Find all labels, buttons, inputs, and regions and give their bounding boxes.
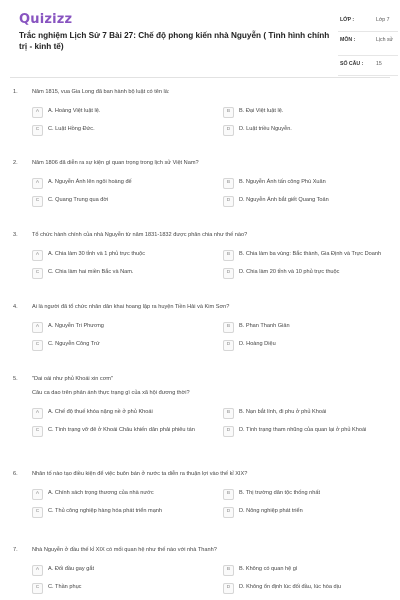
answer-options	[32, 249, 390, 279]
answer-option[interactable]	[223, 339, 400, 351]
answer-option[interactable]	[223, 267, 400, 279]
worksheet-header	[10, 0, 394, 78]
meta-value: 15	[376, 61, 382, 67]
meta-label: SỐ CÂU :	[340, 61, 364, 67]
option-letter: C	[32, 507, 43, 518]
question-text: Tổ chức hành chính của nhà Nguyễn từ năm 1831-1832 được phân chia như thế nào?	[32, 232, 248, 238]
option-letter: C	[32, 268, 43, 279]
answer-option[interactable]	[32, 106, 213, 118]
answer-option[interactable]	[223, 106, 400, 118]
answer-option[interactable]	[32, 124, 213, 136]
question-text: Nhân tố nào tạo điều kiện để việc buôn bán ở nước ta diễn ra thuận lợi vào thế kỉ XIX?	[32, 471, 248, 477]
answer-option[interactable]	[223, 321, 400, 333]
answer-option[interactable]	[32, 195, 213, 207]
question-item	[10, 159, 390, 231]
option-text: D. Chia làm 20 tỉnh và 10 phủ trực thuộc	[239, 269, 340, 276]
answer-options	[32, 106, 390, 136]
question-number: 7.	[13, 547, 18, 553]
option-letter: D	[223, 507, 234, 518]
option-text: D. Tình trạng tham nhũng của quan lại ở phủ Khoái	[239, 427, 367, 434]
option-text: A. Chia làm 30 tỉnh và 1 phủ trực thuộc	[48, 251, 146, 258]
meta-row-grade	[338, 12, 398, 32]
option-text: D. Hoàng Diệu	[239, 341, 276, 348]
answer-option[interactable]	[223, 407, 400, 419]
answer-option[interactable]	[32, 582, 213, 594]
option-text: B. Nguyễn Ánh tấn công Phú Xuân	[239, 179, 326, 186]
option-letter: A	[32, 408, 43, 419]
option-text: A. Nguyễn Ánh lên ngôi hoàng đế	[48, 179, 132, 186]
question-text: Năm 1815, vua Gia Long đã ban hành bộ luật có tên là:	[32, 89, 170, 95]
option-text: C. Thủ công nghiệp hàng hóa phát triển mạnh	[48, 508, 163, 515]
question-text: Năm 1806 đã diễn ra sự kiện gì quan trọng trong lịch sử Việt Nam?	[32, 160, 199, 166]
question-text: "Dai oái như phủ Khoái xin cơm"	[32, 376, 114, 382]
answer-option[interactable]	[223, 177, 400, 189]
option-text: A. Nguyễn Tri Phương	[48, 323, 104, 330]
option-text: A. Hoàng Việt luật lệ.	[48, 108, 101, 115]
option-letter: A	[32, 107, 43, 118]
answer-option[interactable]	[32, 339, 213, 351]
option-letter: C	[32, 340, 43, 351]
option-letter: D	[223, 426, 234, 437]
answer-option[interactable]	[32, 249, 213, 261]
meta-row-count	[338, 56, 398, 76]
answer-option[interactable]	[223, 124, 400, 136]
option-letter: B	[223, 489, 234, 500]
option-letter: D	[223, 583, 234, 594]
option-text: A. Chế độ thuế khóa nặng nề ở phủ Khoái	[48, 409, 153, 416]
option-text: C. Luật Hồng Đức.	[48, 126, 95, 133]
question-list	[10, 88, 390, 600]
option-text: B. Thị trường dân tộc thống nhất	[239, 490, 321, 497]
answer-option[interactable]	[32, 488, 213, 500]
meta-label: LỚP :	[340, 17, 355, 23]
option-text: C. Quang Trung qua đời	[48, 197, 109, 204]
meta-label: MÔN :	[340, 37, 356, 43]
option-text: A. Chính sách trọng thương của nhà nước	[48, 490, 154, 497]
option-letter: D	[223, 125, 234, 136]
option-text: B. Không có quan hệ gì	[239, 566, 298, 573]
answer-option[interactable]	[32, 321, 213, 333]
option-text: D. Nguyễn Ánh bắt giết Quang Toản	[239, 197, 329, 204]
answer-option[interactable]	[32, 177, 213, 189]
option-letter: C	[32, 426, 43, 437]
question-number: 5.	[13, 376, 18, 382]
option-letter: C	[32, 196, 43, 207]
option-text: D. Luật triều Nguyễn.	[239, 126, 292, 133]
quizizz-logo[interactable]: Quizizz	[19, 12, 73, 27]
answer-option[interactable]	[32, 506, 213, 518]
option-text: C. Tình trạng vỡ đê ở Khoái Châu khiến dân phải phiêu tán	[48, 427, 195, 434]
option-letter: A	[32, 565, 43, 576]
answer-options	[32, 177, 390, 207]
question-number: 4.	[13, 304, 18, 310]
answer-option[interactable]	[223, 425, 400, 437]
answer-option[interactable]	[223, 582, 400, 594]
question-text: Ai là người đã tổ chức nhân dân khai hoang lập ra huyện Tiền Hải và Kim Sơn?	[32, 304, 230, 310]
option-text: B. Đại Việt luật lệ.	[239, 108, 284, 115]
answer-option[interactable]	[32, 425, 213, 437]
option-text: C. Chia làm hai miền Bắc và Nam.	[48, 269, 134, 276]
option-letter: B	[223, 408, 234, 419]
answer-option[interactable]	[32, 267, 213, 279]
question-number: 2.	[13, 160, 18, 166]
option-letter: B	[223, 250, 234, 261]
option-letter: B	[223, 322, 234, 333]
meta-value: Lịch sử	[376, 37, 394, 43]
answer-option[interactable]	[32, 407, 213, 419]
answer-options	[32, 488, 390, 518]
option-letter: B	[223, 565, 234, 576]
question-item	[10, 375, 390, 470]
option-letter: C	[32, 583, 43, 594]
answer-options	[32, 321, 390, 351]
question-item	[10, 470, 390, 552]
meta-value: Lớp 7	[376, 17, 390, 23]
answer-option[interactable]	[223, 249, 400, 261]
question-subtext: Câu ca dao trên phản ánh thực trạng gì của xã hội đương thời?	[32, 390, 190, 396]
option-letter: D	[223, 268, 234, 279]
answer-option[interactable]	[223, 506, 400, 518]
question-number: 1.	[13, 89, 18, 95]
option-letter: C	[32, 125, 43, 136]
meta-panel	[338, 12, 398, 76]
option-letter: A	[32, 322, 43, 333]
answer-option[interactable]	[223, 195, 400, 207]
worksheet-title: Trắc nghiệm Lịch Sử 7 Bài 27: Chế độ phong kiến nhà Nguyễn ( Tình hình chính trị - kinh tế)	[19, 31, 330, 51]
option-text: C. Nguyễn Công Trứ	[48, 341, 100, 348]
question-number: 6.	[13, 471, 18, 477]
option-letter: A	[32, 250, 43, 261]
option-letter: A	[32, 489, 43, 500]
option-letter: D	[223, 196, 234, 207]
meta-row-subject	[338, 32, 398, 56]
option-text: C. Thần phục	[48, 584, 82, 591]
answer-options	[32, 407, 390, 437]
question-text: Nhà Nguyễn ở đầu thế kỉ XIX có mối quan hệ như thế nào với nhà Thanh?	[32, 547, 217, 553]
option-letter: B	[223, 107, 234, 118]
option-text: B. Phan Thanh Giản	[239, 323, 290, 330]
option-text: D. Không ổn định lúc đối đầu, lúc hòa dịu	[239, 584, 342, 591]
question-item	[10, 88, 390, 159]
option-letter: A	[32, 178, 43, 189]
question-item	[10, 303, 390, 348]
question-item	[10, 546, 390, 600]
option-text: A. Đối đầu gay gắt	[48, 566, 95, 573]
question-number: 3.	[13, 232, 18, 238]
option-text: B. Chia làm ba vùng: Bắc thành, Gia Định và Trực Doanh	[239, 251, 382, 258]
answer-option[interactable]	[32, 564, 213, 576]
option-letter: B	[223, 178, 234, 189]
answer-option[interactable]	[223, 564, 400, 576]
answer-option[interactable]	[223, 488, 400, 500]
option-letter: D	[223, 340, 234, 351]
question-item	[10, 231, 390, 303]
option-text: B. Nạn bắt lính, đi phu ở phủ Khoái	[239, 409, 327, 416]
option-text: D. Nông nghiệp phát triển	[239, 508, 303, 515]
answer-options	[32, 564, 390, 594]
